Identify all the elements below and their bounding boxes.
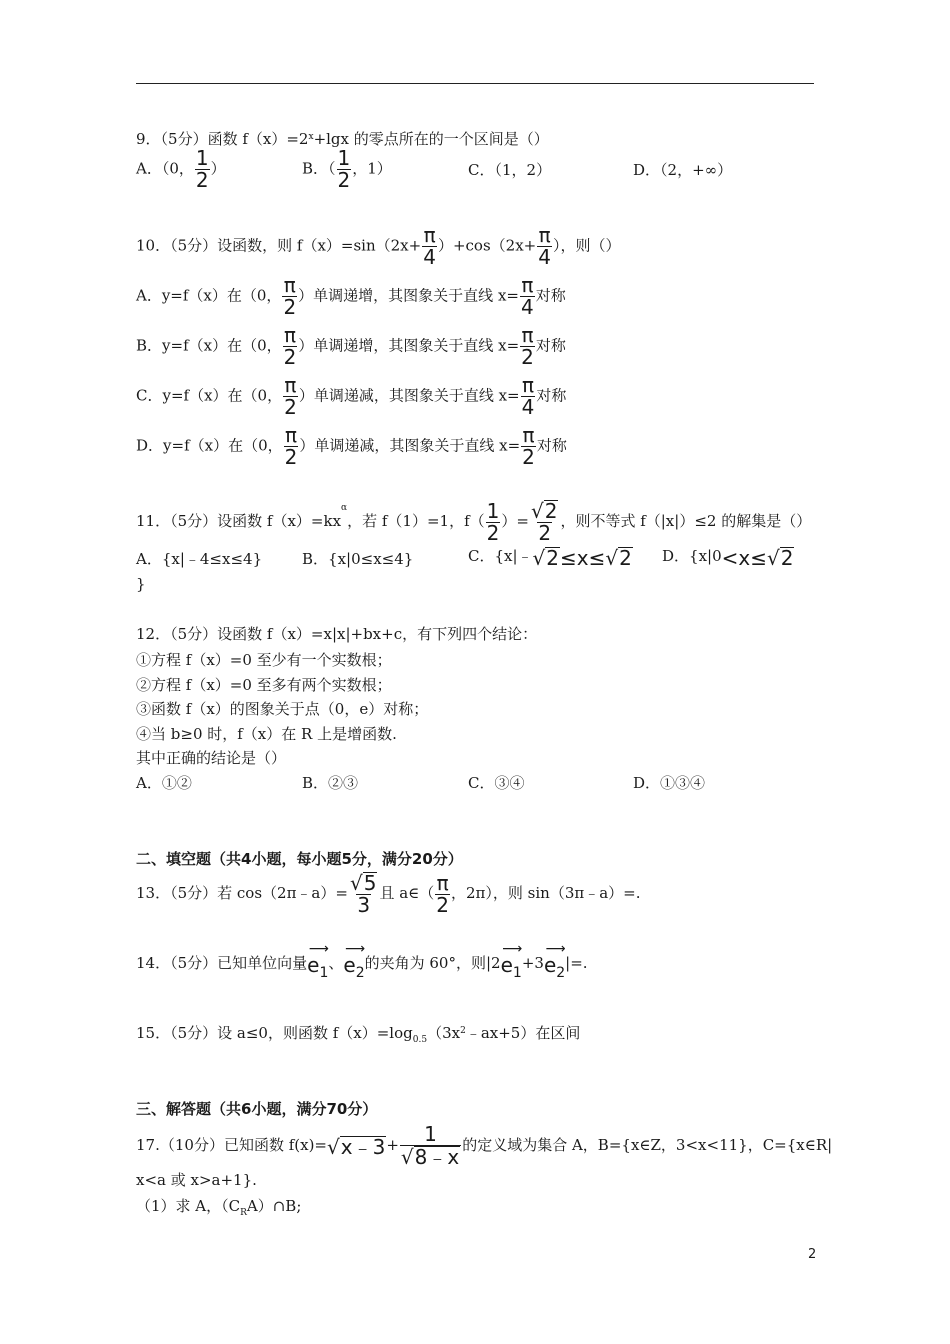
question-12-ask: 其中正确的结论是（）	[136, 749, 287, 767]
question-11-stem: 11．（5分）设函数 $f(x)=kx^\alpha$，若 f（1）=1，f（ $\frac{1}{2}$ ）= √ 2 2 ，则不等式 f（|x|）≤2 的解集是（）	[136, 498, 812, 545]
header-rule	[136, 83, 814, 84]
sqrt: √ 8﹣x	[400, 1145, 460, 1169]
sqrt: √ x﹣3	[327, 1134, 386, 1159]
vector-e1: ⟶ $e_1$	[307, 941, 329, 981]
section-3-heading: 三、解答题（共6小题，满分70分）	[136, 1100, 378, 1118]
fraction: $\frac{\pi}{2}$	[284, 423, 298, 469]
section-2-heading: 二、填空题（共4小题，每小题5分，满分20分）	[136, 850, 463, 868]
vector-e2: ⟶ $e_2$	[343, 941, 365, 981]
fraction: $\frac{1}{2}$	[337, 146, 351, 192]
question-15: 15．（5分）设 a≤0，则函数 $f(x)=\log_{0.5}(3x^2﹣ax+5)$在区间	[136, 1024, 581, 1045]
arrow-icon: ⟶	[502, 941, 521, 957]
question-14: 14．（5分）已知单位向量 ⟶ $e_1$ 、 ⟶ $e_2$ 的夹角为 60°，则|2 ⟶ $e_1$ +3 ⟶ $e_2$ |=.	[136, 944, 588, 984]
question-12-option-a: A．①②	[136, 774, 192, 792]
arrow-icon: ⟶	[344, 941, 364, 957]
fraction: $\frac{1}{2}$	[195, 146, 209, 192]
question-9-option-a: A．（0， $\frac{1}{2}$ ）	[136, 146, 226, 192]
vector-e2: ⟶ $e_2$	[543, 941, 566, 981]
question-12-option-b: B．②③	[302, 774, 359, 792]
question-11-option-a: A．{x|﹣4≤x≤4}	[136, 550, 263, 568]
fraction: $\frac{\pi}{4}$	[520, 273, 534, 319]
question-10-option-b: B．y=f（x）在（0， $\frac{\pi}{2}$ ）单调递增，其图象关于直线 x= $\frac{\pi}{2}$ 对称	[136, 323, 566, 369]
fraction: $\frac{\pi}{2}$	[436, 870, 449, 917]
question-11-option-c: C．{x|﹣√ 2 ≤x≤√ 2	[468, 545, 632, 570]
fraction: $\frac{\pi}{2}$	[283, 323, 297, 369]
question-12-conclusion-1: ①方程 f（x）=0 至少有一个实数根；	[136, 651, 392, 669]
question-10-option-d: D．y=f（x）在（0， $\frac{\pi}{2}$ ）单调递减，其图象关于直线 x= $\frac{\pi}{2}$ 对称	[136, 423, 567, 469]
question-17-line-3: （1）求 A，$(C_RA)\cap B$;	[136, 1197, 302, 1218]
fraction: $\frac{\pi}{2}$	[521, 323, 534, 369]
sqrt: √ 2	[767, 545, 794, 570]
fraction: $\frac{\pi}{4}$	[538, 223, 551, 269]
fraction: $\frac{\pi}{4}$	[521, 373, 535, 419]
question-9-option-d: D．（2，+∞）	[633, 161, 733, 179]
question-11-option-d: D．{x|0<x≤√ 2	[662, 545, 794, 570]
question-12-option-c: C．③④	[468, 774, 525, 792]
fraction: √ 2 2	[530, 499, 558, 545]
question-12-stem: 12．（5分）设函数 f（x）=x|x|+bx+c，有下列四个结论：	[136, 625, 538, 643]
question-13: 13．（5分）若 cos（2π﹣a）= √ 5 3 且 a∈（ $\frac{\pi}{2}$ ，2π），则 sin（3π﹣a）=.	[136, 870, 641, 917]
fraction: $\frac{\pi}{2}$	[284, 373, 297, 419]
vector-e1: ⟶ $e_1$	[500, 941, 522, 981]
fraction: $\frac{\pi}{2}$	[522, 423, 535, 469]
sqrt: √ 2	[605, 545, 632, 570]
fraction: 1 √ 8﹣x	[400, 1122, 460, 1169]
sqrt: √ 5	[349, 871, 377, 895]
sqrt: √ 2	[530, 499, 558, 523]
question-11-option-d-wrap: }	[136, 575, 146, 593]
sqrt: √ 2	[532, 545, 560, 570]
arrow-icon: ⟶	[308, 941, 327, 957]
question-10-option-c: C．y=f（x）在（0， $\frac{\pi}{2}$ ）单调递减，其图象关于直线 x= $\frac{\pi}{4}$ 对称	[136, 373, 567, 419]
question-9-stem: 9．（5分）函数 $f(x)=2^x+\lg x$ 的零点所在的一个区间是（）	[136, 130, 549, 148]
question-12-conclusion-4: ④当 b≥0 时，f（x）在 R 上是增函数.	[136, 725, 397, 743]
question-10-stem: 10．（5分）设函数，则 f（x）=sin（2x+ $\frac{\pi}{4}$ ）+cos（2x+ $\frac{\pi}{4}$ ），则（）	[136, 223, 621, 269]
question-12-option-d: D．①③④	[633, 774, 706, 792]
question-12-conclusion-3: ③函数 f（x）的图象关于点（0，e）对称；	[136, 700, 429, 718]
arrow-icon: ⟶	[545, 941, 564, 957]
question-12-conclusion-2: ②方程 f（x）=0 至多有两个实数根；	[136, 676, 392, 694]
fraction: $\frac{1}{2}$	[486, 498, 500, 545]
question-9-option-b: B．（ $\frac{1}{2}$ ，1）	[302, 146, 392, 192]
fraction: $\frac{\pi}{2}$	[283, 273, 297, 319]
question-10-option-a: A．y=f（x）在（0， $\frac{\pi}{2}$ ）单调递增，其图象关于直线 x= $\frac{\pi}{4}$ 对称	[136, 273, 566, 319]
question-9-option-c: C．（1，2）	[468, 161, 552, 179]
page-number: 2	[808, 1247, 817, 1262]
fraction: √ 5 3	[349, 871, 377, 917]
fraction: $\frac{\pi}{4}$	[423, 223, 436, 269]
question-11-option-b: B．{x|0≤x≤4}	[302, 550, 414, 568]
question-17-line-1: 17.（10分）已知函数 f(x)=√ x﹣3 + 1 √ 8﹣x 的定义域为集合 A，B={x∈Z，3<x<11}，C={x∈R|	[136, 1122, 833, 1169]
question-17-line-2: x<a 或 x>a+1}.	[136, 1171, 257, 1189]
